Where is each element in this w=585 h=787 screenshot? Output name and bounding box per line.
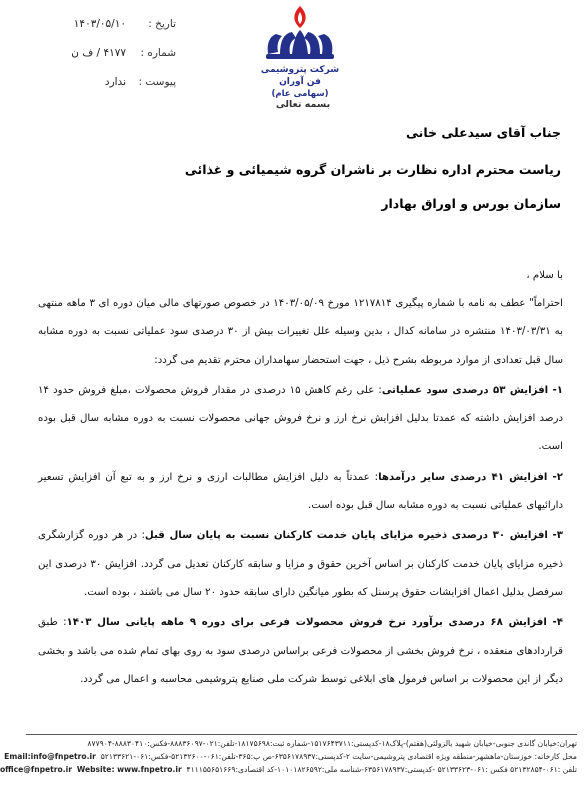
footer-tehran-address: تهران:خیابان گاندی جنوبی-خیابان شهید بالزولئی(هفتم)-پلاک۱۸-کدپستی:۱۵۱۷۶۴۳۷۱۱-شماره ثبت:۱۸۱۷۵۶۹۸-تلفن:۰۲۱-۸۸۸۳۶۰۹۷-فکس:۸۸۸۳۰۴۱۰-۸۷۷۹۰۴ <box>87 739 577 748</box>
item-1-text: : علی رغم کاهش ۱۵ درصدی در مقدار فروش محصولات ،مبلغ فروش حدود ۱۴ درصد افزایش داشته که عمدتا بدلیل افزایش نرخ ارز و نرخ فروش جهانی محصولات نسبت به دوره مشابه سال قبل بوده است. <box>38 384 563 453</box>
salutation: با سلام ، <box>526 270 563 281</box>
letter-body <box>38 262 563 696</box>
bismillah: بسمه تعالی <box>275 99 331 110</box>
footer-website-link[interactable]: Website: www.fnpetro.ir <box>76 765 182 774</box>
item-2-text: : عمدتاً به دلیل افزایش مطالبات ارزی و نرخ ارز و به تبع آن افزایش تسعیر دارائیهای عملیاتی نسبت به دوره مشابه سال قبل بوده است. <box>38 471 563 512</box>
letter-footer <box>0 734 577 776</box>
footer-office-email-link[interactable]: office@fnpetro.ir <box>0 765 73 774</box>
footer-contact-text: تلفن :۰۶۱-۵۲۱۳۲۸۵۴ فکس :۰۶۱-۵۲۱۳۳۶۲۳ -کدپستی:۶۳۵۶۱۷۸۹۳۷-شناسه ملی:۱۰۱۰۱۸۲۶۵۹۲-کد اقتصادی:۴۱۱۱۵۵۶۵۱۶۶۹ <box>186 765 577 774</box>
item-4 <box>38 609 563 694</box>
item-2-title: ۲- افزایش ۴۱ درصدی سایر درآمدها <box>378 471 564 483</box>
item-4-text: : طبق قراردادهای منعقده ، نرخ فروش بخشی از محصولات فرعی براساس درصدی سود به روی بهای تمام شده می باشد و بخشی دیگر از این محصولات بر اساس فرمول های ابلاغی توسط شرکت ملی صنایع پتروشیمی محاسبه و اعمال می گردد. <box>38 617 563 685</box>
item-1-title: ۱- افزایش ۵۳ درصدی سود عملیاتی <box>381 384 563 396</box>
item-3-title: ۳- افزایش ۳۰ درصدی ذخیره مزایای پایان خدمت کارکنان نسبت به پایان سال قبل <box>144 530 563 542</box>
company-logo <box>256 4 344 100</box>
intro-paragraph: احتراماً" عطف به نامه با شماره پیگیری ۱۲۱۷۸۱۴ مورخ ۱۴۰۳/۰۵/۰۹ در خصوص صورتهای مالی میان دوره ای ۳ ماهه منتهی به ۱۴۰۳/۰۳/۳۱ منتشره در سامانه کدال ، بدین وسیله علل تغییرات بیش از ۳۰ درصدی سود عملیاتی نسبت به دوره مشابه سال قبل تعدادی از موارد مربوطه بشرح ذیل ، جهت استحضار سهامداران محترم تقدیم می گردد: <box>38 298 564 366</box>
recipient-name: جناب آقای سیدعلی خانی <box>406 125 561 140</box>
attachment-label: پیوست : <box>138 76 176 88</box>
attachment-row <box>46 68 176 97</box>
recipient-organization: سازمان بورس و اوراق بهادار <box>381 196 561 211</box>
item-3-text: : در هر دوره گزارشگری ذخیره مزایای پایان خدمت کارکنان بر اساس آخرین حقوق و مزایا و سابقه کارکنان تعدیل می گردد. افزایش ۳۰ درصدی این سرفصل بدلیل اعمال افزایشات حقوق پرسنل که بطور میانگین دارای سابقه حدود ۲۰ سال می باشند ، بوده است. <box>38 530 564 598</box>
footer-factory-text: محل کارخانه: خوزستان-ماهشهر-منطقه ویژه اقتصادی پتروشیمی-سایت ۲-کدپستی:۶۳۵۶۱۷۸۹۳۷-ص پ:۳۶۵-تلفن:۰۶۱-۵۲۱۳۲۶۰۰-فکس:۰۶۱-۵۲۱۳۳۶۲۱ <box>100 752 577 761</box>
item-4-title: ۴- افزایش ۶۸ درصدی برآورد نرخ فروش محصولات فرعی برای دوره ۹ ماهه پایانی سال ۱۴۰۳ <box>66 617 563 629</box>
company-name: شرکت پتروشیمی فن آوران <box>260 65 340 87</box>
attachment-value: ندارد <box>104 76 126 88</box>
letter-meta <box>46 10 176 97</box>
number-value: ۴۱۷۷ / ف ن <box>71 47 126 59</box>
item-1 <box>38 377 563 462</box>
date-label: تاریخ : <box>148 18 176 30</box>
footer-email-link[interactable]: Email:info@fnpetro.ir <box>4 752 96 761</box>
item-3 <box>38 522 563 607</box>
footer-factory-address <box>4 750 577 763</box>
footer-contact <box>0 763 577 776</box>
number-row <box>46 39 176 68</box>
company-type: (سهامی عام) <box>271 89 329 99</box>
date-row <box>46 10 176 39</box>
recipient-title: ریاست محترم اداره نظارت بر ناشران گروه شیمیائی و غذائی <box>184 162 561 177</box>
number-label: شماره : <box>140 47 176 59</box>
flame-logo-icon <box>262 4 338 62</box>
date-value: ۱۴۰۳/۰۵/۱۰ <box>73 18 126 30</box>
item-2 <box>38 464 563 521</box>
